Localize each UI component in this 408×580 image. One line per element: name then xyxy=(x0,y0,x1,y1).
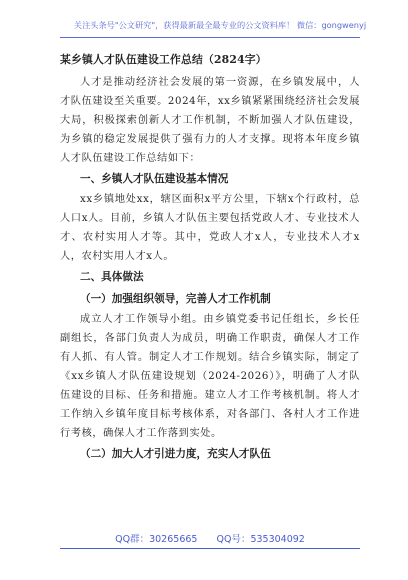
subsection-heading-leadership: （一）加强组织领导，完善人才工作机制 xyxy=(80,293,271,305)
document-title: 某乡镇人才队伍建设工作总结（2824字） xyxy=(60,53,267,66)
footer-divider xyxy=(60,548,360,549)
basic-situation-paragraph: xx乡镇地处xx，辖区面积x平方公里，下辖x个行政村，总人口x人。目前，乡镇人才队伍主要包括党政人才、专业技术人才、农村实用人才等。其中，党政人才x人，专业技术人才x人，农村实用人才x人。 xyxy=(60,194,360,262)
header-divider xyxy=(60,37,360,38)
intro-paragraph: 人才是推动经济社会发展的第一资源，在乡镇发展中，人才队伍建设至关重要。2024年，xx乡镇紧紧围绕经济社会发展大局，积极探索创新人才工作机制，不断加强人才队伍建设，为乡镇的稳定发展提供了强有力的人才支撑。现将本年度乡镇人才队伍建设工作总结如下： xyxy=(60,77,360,164)
footer-contacts xyxy=(60,531,360,545)
footer-qq-group: QQ群：30265665 xyxy=(115,534,198,545)
section-heading-basic-situation: 一、乡镇人才队伍建设基本情况 xyxy=(80,173,229,185)
header-note: 关注头条号"公文研究"，获得最新最全最专业的公文资料库！ 微信：gongwenyj xyxy=(73,20,367,30)
leadership-paragraph: 成立人才工作领导小组。由乡镇党委书记任组长，乡长任副组长，各部门负责人为成员，明确工作职责，确保人才工作有人抓、有人管。制定人才工作规划。结合乡镇实际，制定了《xx乡镇人才队伍建设规划（2024-2026）》，明确了人才队伍建设的目标、任务和措施。建立人才工作考核机制。将人才工作纳入乡镇年度目标考核体系，对各部门、各村人才工作进行考核，确保人才工作落到实处。 xyxy=(60,314,360,439)
subsection-heading-talent-introduction: （二）加大人才引进力度，充实人才队伍 xyxy=(80,448,271,460)
footer-qq-number: QQ号：535304092 xyxy=(216,534,305,545)
section-heading-methods: 二、具体做法 xyxy=(80,271,144,283)
document-body xyxy=(60,52,360,465)
